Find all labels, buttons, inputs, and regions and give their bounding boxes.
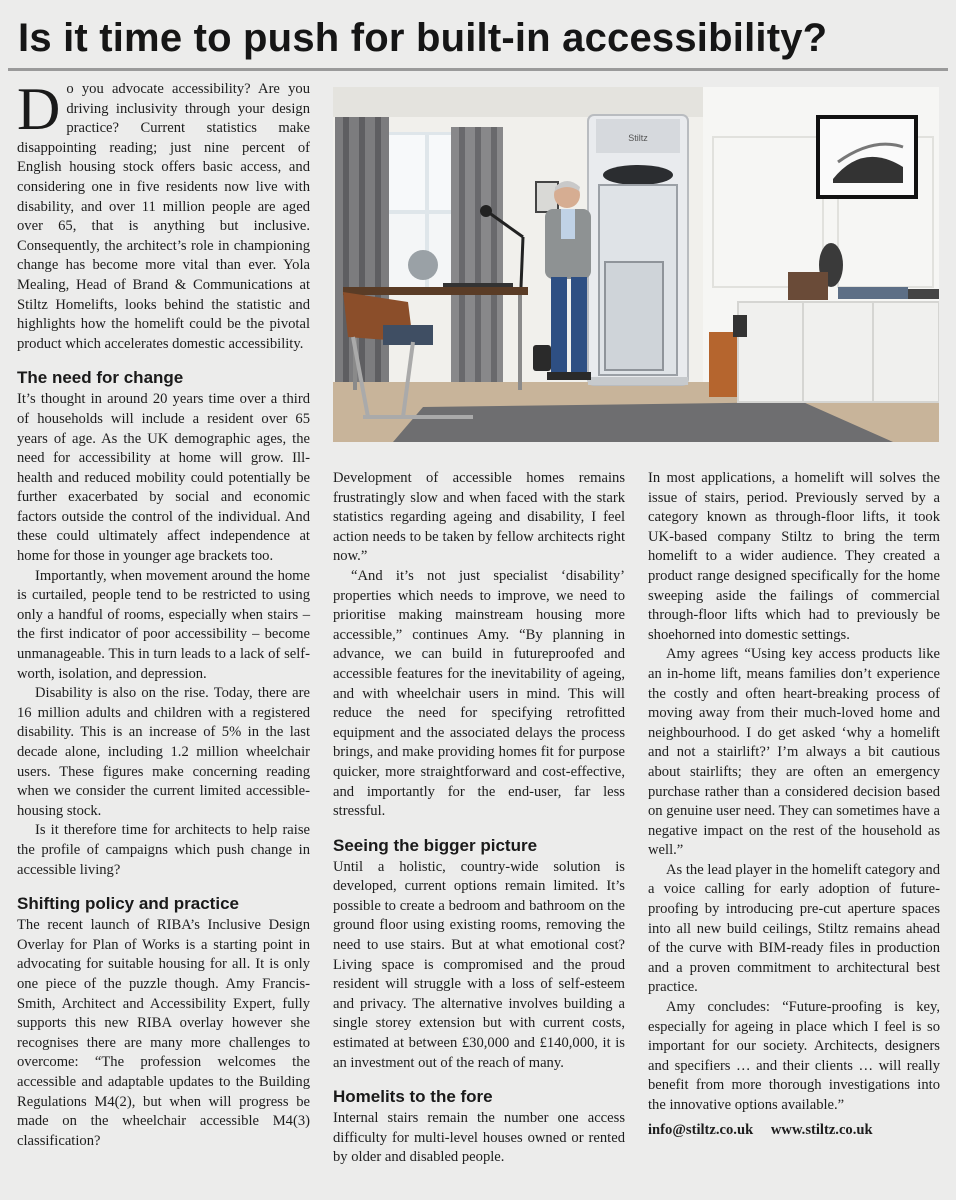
homelift-photo [333,87,939,442]
intro-paragraph [17,76,310,354]
paragraph: Amy agrees “Using key access products like an in-home lift, means families don’t experience the costly and often heart-breaking process of moving away from their much-loved home and neighbourhood. I do get asked ‘why a homelift and not a stairlift?’ I’m always a bit cautious about stairlifts; they are often an emergency purchase rather than a considered decision based on genuine user need. They can sometimes have a negative impact on the rest of the household as well.” [648,646,940,859]
paragraph: “And it’s not just specialist ‘disability’ properties which needs to improve, we need to prioritise making mainstream housing more accessible,” continues Amy. “By planning in advance, we can build in futureproofed and accessible features for the inevitability of ageing, and with wheelchair users in mind. This will reduce the need for specifying retrofitted equipment and the associated delays the process brings, and make providing homes fit for purpose quicker, more straightforward and cost-effective, and importantly for the end-user, far less stressful. [333,567,625,820]
paragraph: Until a holistic, country-wide solution is developed, current options remain limited. It’s possible to create a bedroom and bathroom on the ground floor using existing rooms, removing the need to use stairs. But at what emotional cost? Living space is compromised and the proud resident will struggle with a loss of self-esteem and privacy. The alternative involves building a single storey extension but with current costs, estimated at between £30,000 and £140,000, it is an investment out of the reach of many. [333,858,625,1071]
paragraph: Disability is also on the rise. Today, there are 16 million adults and children with a registered disability. This is an increase of 5% in the last decade alone, including 1.2 million wheelchair users. These figures make concerning reading when we consider the current limited accessible-housing stock. [17,685,310,819]
paragraph: The recent launch of RIBA’s Inclusive Design Overlay for Plan of Works is a starting point in advocating for suitable housing for all. It is only one piece of the puzzle though. Amy Francis-Smith, Architect and Accessibility Expert, fully supports this new RIBA overlay however she recognises there are many more challenges to overcome: “The profession welcomes the accessible and adaptable updates to the Building Regulations M4(2), but when will progress be made on the wheelchair accessible M4(3) classification? [17,917,310,1149]
headline-divider [8,68,948,71]
column-1 [17,76,310,1151]
lift-brand-label: Stiltz [628,133,648,143]
intro-text: o you advocate accessibility? Are you driving inclusivity through your design practice? Current statistics make disappointing reading; just nine percent of English housing stock offers basic access, and considering one in five residents now live with disability, and over 11 million people are aged over 65, that is anything but inclusive. Consequently, the architect’s role in championing change has become more vital than ever. Yola Mealing, Head of Brand & Communications at Stiltz Homelifts, looks behind the statistic and highlights how the homelift could be the pivotal product which accelerates domestic accessibility. [17,81,310,352]
column-2 [333,469,625,1168]
paragraph: Importantly, when movement around the home is curtailed, people tend to be restricted to using only a handful of rooms, especially when stairs – the first indicator of poor accessibility – become unmanageable. This in turn leads to a lack of self-worth, isolation, and depression. [17,567,310,682]
paragraph: Is it therefore time for architects to help raise the profile of campaigns which push change in accessible living? [17,822,310,878]
heading-homelifts: Homelits to the fore [333,1087,493,1107]
heading-shifting-policy: Shifting policy and practice [17,894,239,914]
column-3 [648,469,940,1140]
contact-website[interactable]: www.stiltz.co.uk [770,1121,873,1138]
heading-need-for-change: The need for change [17,368,184,388]
paragraph: Internal stairs remain the number one access difficulty for multi-level houses owned or rented by older and disabled people. [333,1110,625,1166]
article-headline: Is it time to push for built-in accessibility? [18,16,828,60]
drop-cap: D [17,76,61,142]
paragraph: As the lead player in the homelift category and a voice calling for early adoption of future-proofing by introducing pre-cut aperture spaces into all new build ceilings, Stiltz remains ahead of the curve with BIM-ready files in production and a proven commitment to architectural best practice. [648,861,940,996]
contact-email[interactable]: info@stiltz.co.uk [648,1121,754,1138]
heading-bigger-picture: Seeing the bigger picture [333,835,538,855]
paragraph: Development of accessible homes remains frustratingly slow and when faced with the stark statistics regarding ageing and disability, I feel action needs to be taken by fellow architects right now.” [333,470,625,565]
homelift-room-illustration [333,87,939,442]
paragraph: Amy concludes: “Future-proofing is key, especially for ageing in place which I feel is so important for our society. Architects, designers and specifiers … and their clients … will really benefit from more thorough investigations into the innovative options available.” [648,999,940,1113]
paragraph: In most applications, a homelift will solves the issue of stairs, period. Previously served by a category known as through-floor lifts, it took UK-based company Stiltz to bring the term homelift to a wider audience. They created a product range designed specifically for the home sweeping aside the failings of commercial through-floor lifts which had to previously be shoehorned into domestic settings. [648,470,940,643]
contact-line [648,1121,940,1141]
paragraph: It’s thought in around 20 years time over a third of households will include a resident over 65 years of age. As the UK demographic ages, the need for accessibility at home will grow. Ill-health and reduced mobility could potentially be further exacerbated by social and economic factors outside the control of the individual. And these could ultimately affect independence at home for those in younger age brackets too. [17,391,310,565]
